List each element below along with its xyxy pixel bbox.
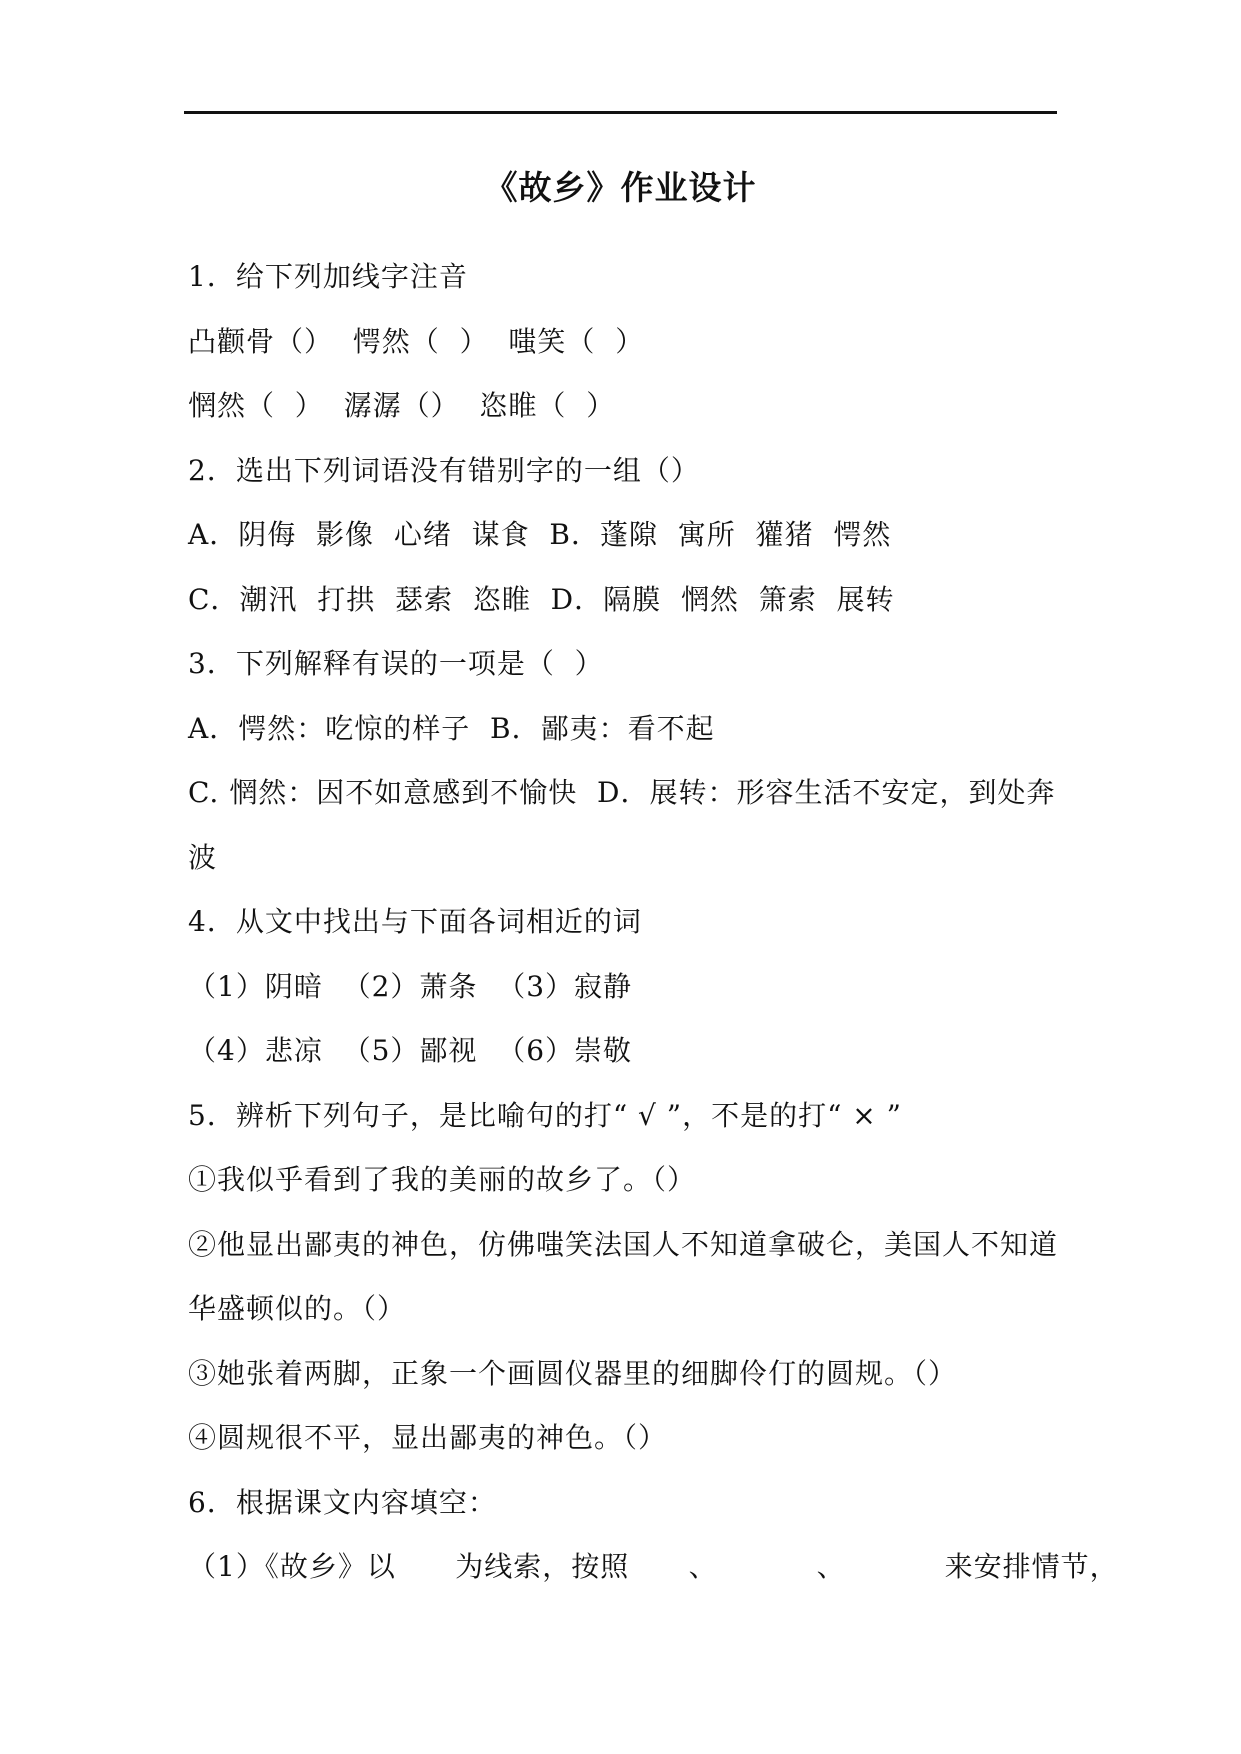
text-line: ①我似乎看到了我的美丽的故乡了。（） xyxy=(188,1163,697,1196)
header-rule xyxy=(184,111,1057,114)
text-line: （1）阴暗 （2）萧条 （3）寂静 xyxy=(188,970,633,1003)
text-line: 5．辨析下列句子，是比喻句的打“ √ ”，不是的打“ × ” xyxy=(188,1099,902,1132)
text-line: 2．选出下列词语没有错别字的一组（） xyxy=(188,454,700,487)
text-line: 4．从文中找出与下面各词相近的词 xyxy=(188,905,642,938)
text-line: 6．根据课文内容填空： xyxy=(188,1486,497,1519)
text-line: A．阴侮 影像 心绪 谋食 B．蓬隙 寓所 獾猪 愕然 xyxy=(188,518,892,551)
text-line: 凸颧骨（） 愕然（ ） 嗤笑（ ） xyxy=(188,325,645,358)
text-line: ②他显出鄙夷的神色，仿佛嗤笑法国人不知道拿破仑，美国人不知道 xyxy=(188,1228,1059,1261)
text-line: 波 xyxy=(188,841,218,874)
text-line: A．愕然：吃惊的样子 B．鄙夷：看不起 xyxy=(188,712,715,745)
text-line: ③她张着两脚，正象一个画圆仪器里的细脚伶仃的圆规。（） xyxy=(188,1357,958,1390)
page-title: 《故乡》作业设计 xyxy=(484,168,757,207)
text-line: （1）《故乡》以 为线索，按照 、 、 来安排情节， xyxy=(188,1550,1119,1583)
text-line: 华盛顿似的。（） xyxy=(188,1292,407,1325)
text-line: C. 惘然：因不如意感到不愉快 D．展转：形容生活不安定，到处奔 xyxy=(188,776,1056,809)
text-line: （4）悲凉 （5）鄙视 （6）崇敬 xyxy=(188,1034,633,1067)
text-line: ④圆规很不平，显出鄙夷的神色。（） xyxy=(188,1421,668,1454)
text-line: 1．给下列加线字注音 xyxy=(188,260,468,293)
text-line: 惘然（ ） 潺潺（） 恣睢（ ） xyxy=(188,389,616,422)
text-line: 3．下列解释有误的一项是（ ） xyxy=(188,647,604,680)
text-line: C．潮汛 打拱 瑟索 恣睢 D．隔膜 惘然 箫索 展转 xyxy=(188,583,895,616)
